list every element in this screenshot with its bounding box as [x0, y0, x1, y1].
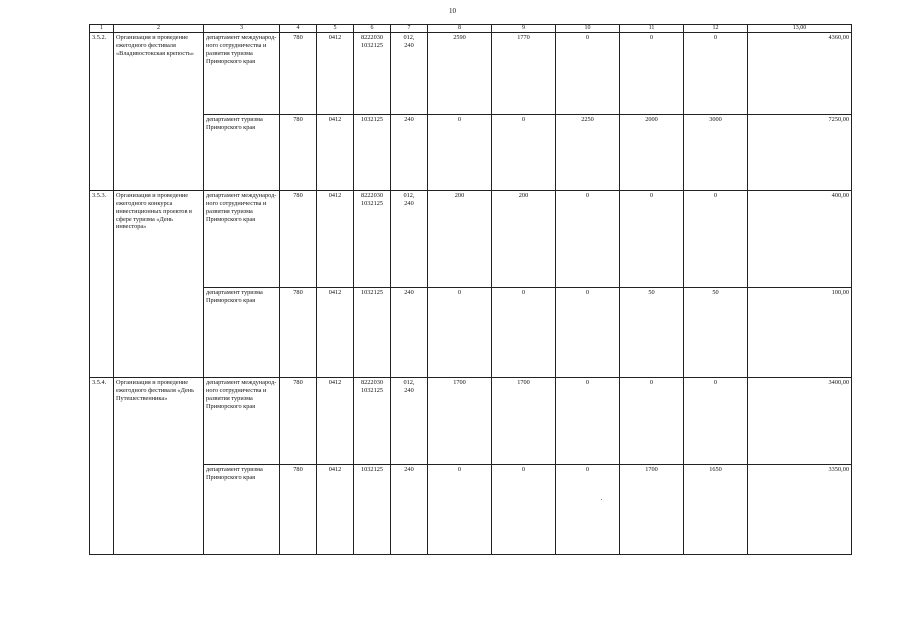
code-cell: 0412: [317, 115, 354, 191]
total-cell: 4360,00: [748, 33, 852, 115]
amount-cell: 2250: [556, 115, 620, 191]
item-number: 3.5.3.: [90, 191, 114, 378]
code-cell: 012, 240: [391, 378, 428, 465]
col-header: 13,00: [748, 25, 852, 33]
amount-cell: 0: [620, 191, 684, 288]
page-number: 10: [449, 7, 456, 15]
col-header: 12: [684, 25, 748, 33]
table-row: [90, 288, 852, 378]
code-cell: 780: [280, 115, 317, 191]
code-cell: 8222030 1032125: [354, 33, 391, 115]
amount-cell: 3000: [684, 115, 748, 191]
col-header: 6: [354, 25, 391, 33]
amount-cell: 1700: [620, 465, 684, 555]
budget-table: [89, 24, 852, 555]
amount-cell: 1700: [428, 378, 492, 465]
amount-cell: 2590: [428, 33, 492, 115]
amount-cell: 0: [556, 378, 620, 465]
code-cell: 780: [280, 378, 317, 465]
code-cell: 780: [280, 33, 317, 115]
amount-cell: 0: [556, 288, 620, 378]
total-cell: 100,00: [748, 288, 852, 378]
code-cell: 1032125: [354, 465, 391, 555]
col-header: 11: [620, 25, 684, 33]
col-header: 7: [391, 25, 428, 33]
code-cell: 0412: [317, 288, 354, 378]
item-number: 3.5.2.: [90, 33, 114, 191]
amount-cell: 0: [492, 288, 556, 378]
amount-cell: 0: [428, 465, 492, 555]
col-header: 3: [204, 25, 280, 33]
department-cell: департамент международ-ного сотрудничества и развития туризма Приморского края: [204, 191, 280, 288]
code-cell: 8222030 1032125: [354, 191, 391, 288]
amount-cell: 1700: [492, 378, 556, 465]
amount-cell: 0: [556, 191, 620, 288]
total-cell: 400,00: [748, 191, 852, 288]
amount-cell: 1770: [492, 33, 556, 115]
amount-cell: 50: [620, 288, 684, 378]
amount-cell: 0: [620, 33, 684, 115]
amount-cell: 0: [556, 33, 620, 115]
item-name: Организация и проведение ежегодного фестиваля «Владивостокская крепость»: [114, 33, 204, 191]
amount-cell: 50: [684, 288, 748, 378]
code-cell: 780: [280, 465, 317, 555]
total-cell: 3400,00: [748, 378, 852, 465]
total-cell: 3350,00: [748, 465, 852, 555]
col-header: 2: [114, 25, 204, 33]
code-cell: 240: [391, 465, 428, 555]
table-row: [90, 115, 852, 191]
department-cell: департамент международ-ного сотрудничества и развития туризма Приморского края: [204, 378, 280, 465]
code-cell: 012, 240: [391, 33, 428, 115]
col-header: 9: [492, 25, 556, 33]
code-cell: 240: [391, 288, 428, 378]
code-cell: 0412: [317, 378, 354, 465]
col-header: 1: [90, 25, 114, 33]
amount-cell: 0: [684, 378, 748, 465]
department-cell: департамент туризма Приморского края: [204, 465, 280, 555]
table-row: [90, 465, 852, 555]
code-cell: 0412: [317, 465, 354, 555]
table-row: [90, 378, 852, 465]
department-cell: департамент туризма Приморского края: [204, 115, 280, 191]
code-cell: 1032125: [354, 288, 391, 378]
amount-cell: 0: [428, 288, 492, 378]
item-name: Организация и проведение ежегодного фестиваля «День Путешественника»: [114, 378, 204, 555]
amount-cell: 0: [684, 191, 748, 288]
col-header: 4: [280, 25, 317, 33]
code-cell: 1032125: [354, 115, 391, 191]
code-cell: 240: [391, 115, 428, 191]
item-number: 3.5.4.: [90, 378, 114, 555]
amount-cell: 0: [492, 115, 556, 191]
amount-cell: 200: [428, 191, 492, 288]
department-cell: департамент туризма Приморского края: [204, 288, 280, 378]
item-name: Организация и проведение ежегодного конкурса инвестиционных проектов в сфере туризма «День инвестора»: [114, 191, 204, 378]
table-row: [90, 33, 852, 115]
amount-cell: 0: [620, 378, 684, 465]
code-cell: 780: [280, 288, 317, 378]
code-cell: 780: [280, 191, 317, 288]
total-cell: 7250,00: [748, 115, 852, 191]
amount-cell: 1650: [684, 465, 748, 555]
amount-cell: 0: [684, 33, 748, 115]
col-header: 5: [317, 25, 354, 33]
header-row: [90, 25, 852, 33]
department-cell: департамент международ-ного сотрудничества и развития туризма Приморского края: [204, 33, 280, 115]
code-cell: 0412: [317, 191, 354, 288]
amount-cell: 0: [492, 465, 556, 555]
amount-cell: 0: [428, 115, 492, 191]
col-header: 10: [556, 25, 620, 33]
code-cell: 012, 240: [391, 191, 428, 288]
table-row: [90, 191, 852, 288]
amount-cell: 0: [556, 465, 620, 555]
scan-speck: [601, 499, 602, 500]
col-header: 8: [428, 25, 492, 33]
code-cell: 8222030 1032125: [354, 378, 391, 465]
code-cell: 0412: [317, 33, 354, 115]
amount-cell: 2000: [620, 115, 684, 191]
amount-cell: 200: [492, 191, 556, 288]
